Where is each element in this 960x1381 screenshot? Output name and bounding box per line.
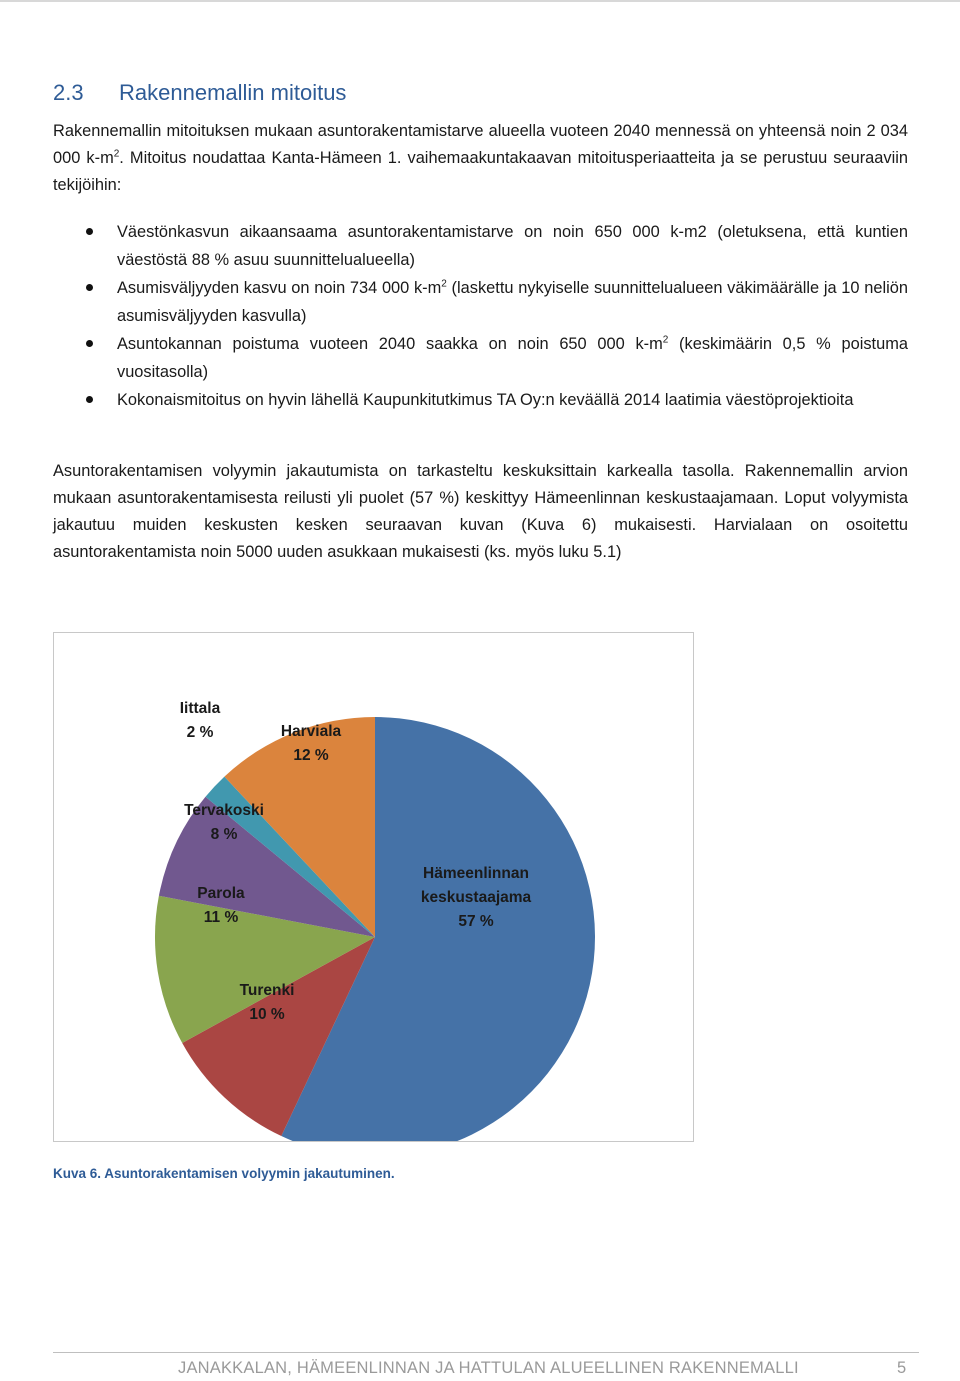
page-number: 5: [897, 1359, 907, 1377]
slice-label-tervakoski: Tervakoski 8 %: [184, 802, 264, 843]
bullet-text: Väestönkasvun aikaansaama asuntorakentamistarve on noin 650 000 k-m2 (oletuksena, että kuntien väestöstä 88 % asuu suunnittelualueella): [117, 223, 908, 269]
list-item: [80, 330, 908, 386]
footer-rule: [53, 1352, 919, 1353]
bullet-text-after: (keskimäärin 0,5 % poistuma vuositasolla): [117, 335, 908, 381]
intro-text-1: Rakennemallin mitoituksen mukaan asuntorakentamistarve alueella vuoteen 2040 mennessä on yhteensä noin 2 034 000 k-m: [53, 122, 908, 167]
intro-paragraph: [53, 118, 908, 199]
bullet-text: Asumisväljyyden kasvu on noin 734 000 k-m: [117, 279, 442, 297]
pie-chart: [54, 633, 693, 1141]
factor-list: [80, 218, 908, 414]
slice-label-iittala: Iittala 2 %: [179, 700, 221, 741]
slice-label-hämeenlinnan-keskustaajama: Hämeenlinnan keskustaajama 57 %: [420, 865, 532, 930]
figure-caption: Kuva 6. Asuntorakentamisen volyymin jakautuminen.: [53, 1166, 395, 1181]
bullet-superscript: 2: [662, 334, 669, 346]
bullet-icon: [86, 340, 93, 347]
section-title: Rakennemallin mitoitus: [119, 80, 347, 105]
intro-superscript: 2: [113, 148, 120, 160]
bullet-icon: [86, 228, 93, 235]
slice-label-harviala: Harviala 12 %: [280, 723, 342, 764]
slice-label-parola: Parola 11 %: [197, 885, 245, 926]
body-paragraph: Asuntorakentamisen volyymin jakautumista on tarkasteltu keskuksittain karkealla tasolla. Rakennemallin arvion mukaan asuntorakentamisesta reilusti yli puolet (57 %) keskittyy Hämeenlinnan keskustaajamaan. Loput volyymista jakautuu muiden keskusten kesken seuraavan kuvan (Kuva 6) mukaisesti. Harvialaan on osoitettu asuntorakentamista noin 5000 uuden asukkaan mukaisesti (ks. myös luku 5.1): [53, 462, 908, 561]
bullet-icon: [86, 284, 93, 291]
bullet-icon: [86, 396, 93, 403]
intro-text-2: . Mitoitus noudattaa Kanta-Hämeen 1. vaihemaakuntakaavan mitoitusperiaatteita ja se perustuu seuraaviin tekijöihin:: [53, 149, 908, 194]
list-item: [80, 386, 908, 414]
top-rule: [0, 0, 960, 2]
pie-chart-frame: [53, 632, 694, 1142]
footer-title: JANAKKALAN, HÄMEENLINNAN JA HATTULAN ALUEELLINEN RAKENNEMALLI: [178, 1359, 799, 1377]
list-item: [80, 218, 908, 274]
slice-label-turenki: Turenki 10 %: [239, 982, 295, 1023]
bullet-text-after: (laskettu nykyiselle suunnittelualueen väkimäärälle ja 10 neliön asumisväljyyden kasvulla): [117, 279, 908, 325]
section-number: 2.3: [53, 80, 84, 105]
bullet-superscript: 2: [441, 278, 447, 290]
section-heading: [53, 80, 346, 106]
bullet-text: Asuntokannan poistuma vuoteen 2040 saakka on noin 650 000 k-m: [117, 335, 663, 353]
bullet-text: Kokonaismitoitus on hyvin lähellä Kaupunkitutkimus TA Oy:n keväällä 2014 laatimia väestöprojektioita: [117, 391, 854, 409]
list-item: [80, 274, 908, 330]
